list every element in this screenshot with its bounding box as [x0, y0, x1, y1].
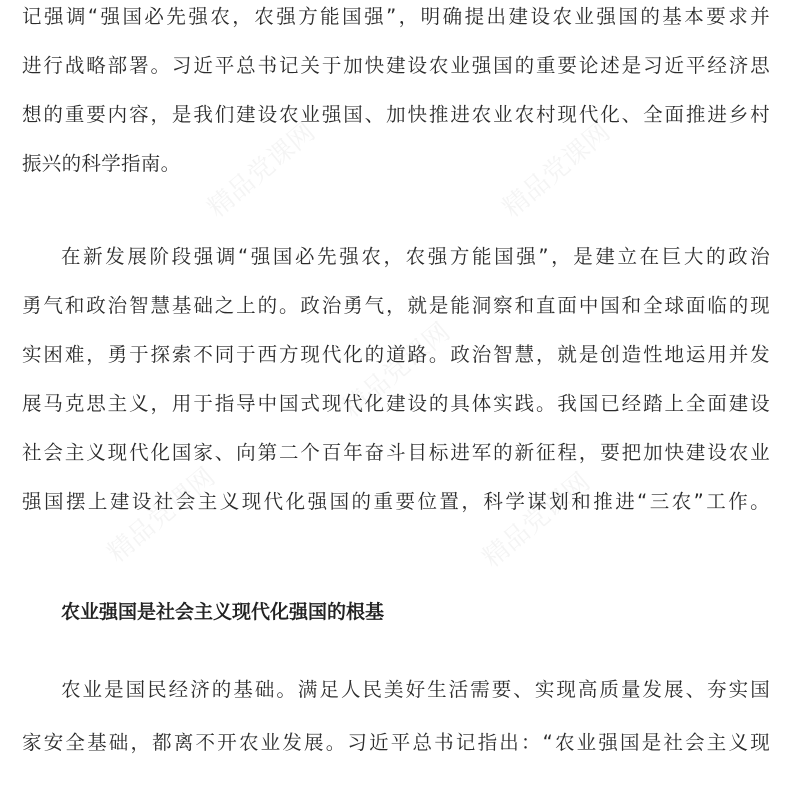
paragraph-line: 家安全基础，都离不开农业发展。习近平总书记指出：“农业强国是社会主义现	[22, 731, 770, 754]
watermark: 精品党课网	[102, 462, 222, 569]
paragraph-line: 社会主义现代化国家、向第二个百年奋斗目标进军的新征程，要把加快建设农业	[22, 441, 770, 464]
paragraph-line: 农业是国民经济的基础。满足人民美好生活需要、实现高质量发展、夯实国	[61, 678, 770, 701]
paragraph-line: 勇气和政治智慧基础之上的。政治勇气，就是能洞察和直面中国和全球面临的现	[22, 294, 770, 317]
paragraph-line: 强国摆上建设社会主义现代化强国的重要位置，科学谋划和推进“三农”工作。	[22, 490, 770, 513]
watermark: 精品党课网	[202, 117, 322, 224]
paragraph-line: 想的重要内容，是我们建设农业强国、加快推进农业农村现代化、全面推进乡村	[22, 103, 770, 126]
paragraph-line: 在新发展阶段强调“强国必先强农，农强方能国强”，是建立在巨大的政治	[61, 245, 770, 268]
watermark: 精品党课网	[477, 467, 597, 574]
section-heading: 农业强国是社会主义现代化强国的根基	[61, 601, 385, 623]
paragraph-line: 振兴的科学指南。	[22, 152, 181, 175]
watermark: 精品党课网	[497, 117, 617, 224]
paragraph-line: 实困难，勇于探索不同于西方现代化的道路。政治智慧，就是创造性地运用并发	[22, 343, 770, 366]
paragraph-line: 展马克思主义，用于指导中国式现代化建设的具体实践。我国已经踏上全面建设	[22, 392, 770, 415]
paragraph-line: 记强调“强国必先强农，农强方能国强”，明确提出建设农业强国的基本要求并	[22, 5, 770, 28]
paragraph-line: 进行战略部署。习近平总书记关于加快建设农业强国的重要论述是习近平经济思	[22, 54, 770, 77]
watermark: 精品党课网	[337, 317, 457, 424]
